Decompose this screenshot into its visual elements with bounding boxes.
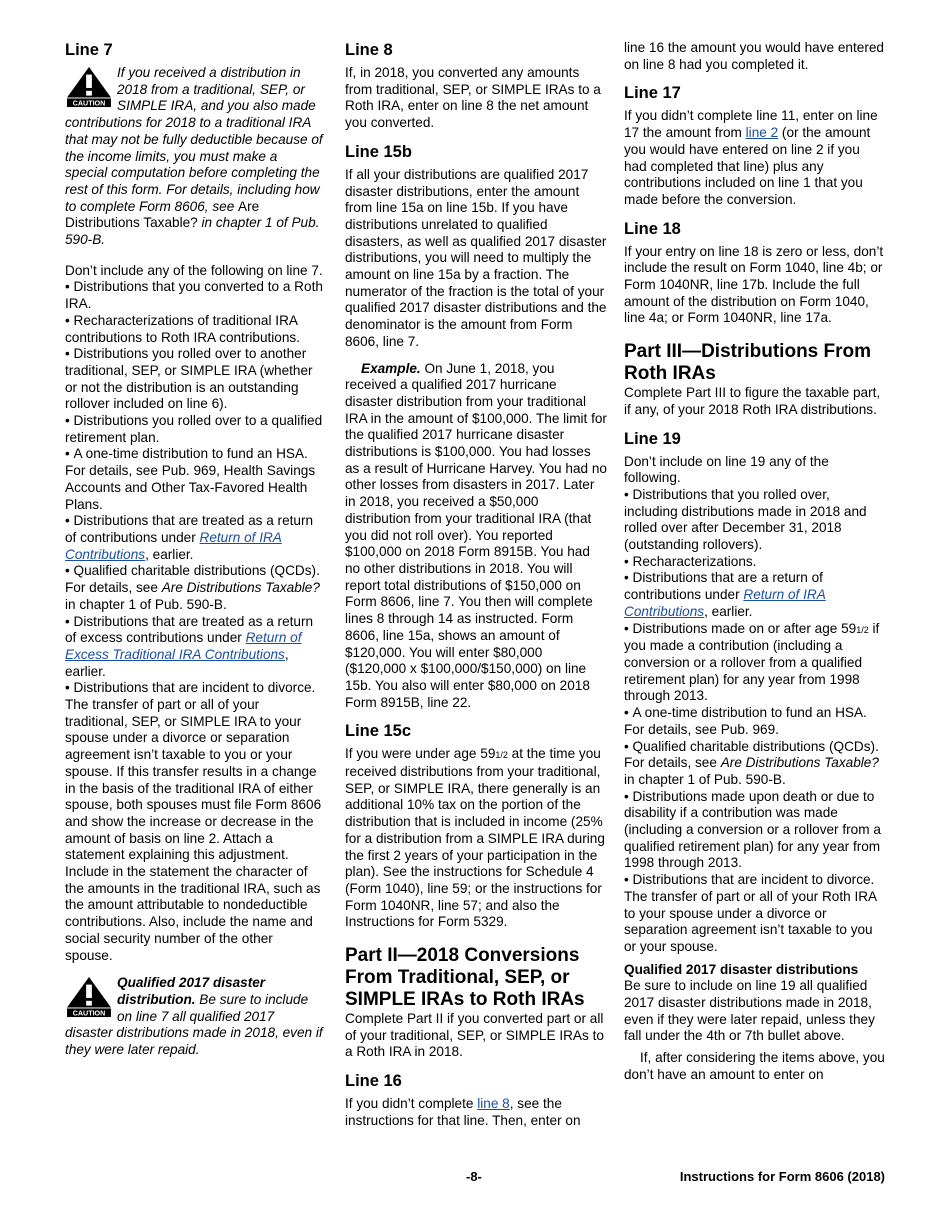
line8-text: If, in 2018, you converted any amounts from traditional, SEP, or SIMPLE IRAs to a Roth IRA, enter on line 8 the net amount you converted. — [345, 65, 601, 131]
line8-heading: Line 8 — [345, 41, 393, 59]
column-3 — [624, 40, 886, 1084]
caution1-text: If you received a distribution in 2018 from a traditional, SEP, or SIMPLE IRA, and you also made contributions for 2018 to a traditional IRA that may not be fully deductible because of the income limits, you must make a special computation before completing the rest of this form. For details, including how to complete Form 8606, see — [65, 65, 323, 214]
qualified-disaster-subheading: Qualified 2017 disaster distributions — [624, 961, 859, 977]
example-paragraph: Example. On June 1, 2018, you received a qualified 2017 hurricane disaster distribution from your traditional IRA in the amount of $100,000. The limit for the qualified 2017 hurricane disaster distributions is $100,000. You had losses as a result of Hurricane Harvey. You had no other losses from disasters in 2017. Later in 2018, you received a $50,000 distribution from your traditional IRA (that you did not roll over). You reported $100,000 on 2018 Form 8915B. You had no other distributions in 2018. You will report total distributions of $150,000 on Form 8606, line 7. You then will complete lines 8 through 14 as instructed. Form 8606, line 15a, shows an amount of $120,000. You will enter $80,000 ($120,000 x $100,000/$150,000) on line 15b. You also will enter $80,000 on 2018 Form 8915B, line 22. — [345, 360, 607, 710]
svg-text:CAUTION: CAUTION — [72, 99, 106, 108]
line19-heading: Line 19 — [624, 429, 681, 448]
line18-heading: Line 18 — [624, 219, 681, 238]
return-of-ira-contributions-link[interactable]: Return of IRA Contributions — [65, 529, 282, 562]
document-title-footer: Instructions for Form 8606 (2018) — [679, 1169, 885, 1184]
list-item: • Distributions that you rolled over, including distributions made in 2018 and rolled over after December 31, 2018 (outstanding rollovers). — [624, 487, 886, 554]
list-item: • Distributions you rolled over to another traditional, SEP, or SIMPLE IRA (whether or not the distribution is an outstanding rollover included on line 6). — [65, 346, 323, 413]
list-item: • Distributions that are treated as a return of contributions under Return of IRA Contributions, earlier. — [65, 513, 323, 563]
part2-heading: Part II—2018 Conversions From Traditional, SEP, or SIMPLE IRAs to Roth IRAs — [345, 945, 585, 1011]
line7-intro: Don’t include any of the following on line 7. — [65, 262, 323, 278]
caution-note-2 — [65, 975, 323, 1059]
caution-icon — [65, 66, 113, 108]
list-item: • Distributions made upon death or due to disability if a contribution was made (including a conversion or a rollover from a qualified retirement plan) for any year from 1998 through 2013. — [624, 789, 886, 873]
list-item: • Distributions that are incident to divorce. The transfer of part or all of your Roth IRA to your spouse under a divorce or separation agreement isn’t taxable to you or your spouse. — [624, 872, 886, 956]
return-of-excess-contributions-link[interactable]: Return of Excess Traditional IRA Contributions — [65, 630, 302, 662]
line15b-text: If all your distributions are qualified 2017 disaster distributions, enter the amount from line 15a on line 15b. If you have distributions unrelated to qualified disasters, as well as qualified 2017 disaster distributions, you will need to multiply the amount on line 15a by a fraction. The numerator of the fraction is the total of your qualified 2017 disaster distributions and the denominator is the amount from Form 8606, line 7. — [345, 166, 607, 349]
caution-note-1 — [65, 65, 323, 249]
caution2-bold: Qualified 2017 disaster distribution. — [117, 975, 266, 1007]
svg-text:CAUTION: CAUTION — [72, 1009, 106, 1018]
list-item: • Distributions that are treated as a return of excess contributions under Return of Excess Traditional IRA Contributions, earlier. — [65, 614, 323, 681]
list-item: • Qualified charitable distributions (QCDs). For details, see Are Distributions Taxable? in chapter 1 of Pub. 590-B. — [65, 563, 323, 613]
line2-link[interactable]: line 2 — [745, 125, 779, 141]
part3-heading: Part III—Distributions From Roth IRAs — [624, 341, 872, 385]
caution-icon — [65, 976, 113, 1018]
list-item: • Distributions you rolled over to a qualified retirement plan. — [65, 413, 323, 446]
list-item: • A one-time distribution to fund an HSA. For details, see Pub. 969. — [624, 705, 886, 738]
line7-heading: Line 7 — [65, 41, 113, 59]
caution2-text: Be sure to include on line 7 all qualified 2017 disaster distributions made in 2018, even if they were later repaid. — [65, 991, 323, 1058]
line16-heading: Line 16 — [345, 1072, 402, 1091]
list-item: • Recharacterizations. — [624, 554, 886, 571]
line16-continued: line 16 the amount you would have entered on line 8 had you completed it. — [624, 40, 884, 72]
line15b-heading: Line 15b — [345, 142, 412, 161]
list-item: • Distributions that are a return of contributions under Return of IRA Contributions, earlier. — [624, 570, 886, 620]
line8-link[interactable]: line 8 — [477, 1096, 510, 1112]
list-item: • Distributions that are incident to divorce. The transfer of part or all of your traditional, SEP, or SIMPLE IRA to your spouse under a divorce or separation agreement isn’t taxable to you or your spouse. If this transfer results in a change in the basis of the traditional IRA of either spouse, both spouses must file Form 8606 and show the increase or decrease in the amount of basis on line 2. Attach a statement explaining this adjustment. Include in the statement the character of the amounts in the traditional IRA, such as the amount attributable to nondeductible contributions. Also, include the name and social security number of the other spouse. — [65, 680, 323, 964]
part3-text: Complete Part III to figure the taxable part, if any, of your 2018 Roth IRA distributions. — [624, 385, 881, 417]
line16-text: If you didn’t complete line 8, see the instructions for that line. Then, enter on — [345, 1096, 581, 1128]
qualified-disaster-text: Be sure to include on line 19 all qualified 2017 disaster distributions made in 2018, even if they were later repaid, unless they fall under the 4th or 7th bullet above. — [624, 978, 875, 1044]
line17-text: If you didn’t complete line 11, enter on line 17 the amount from line 2 (or the amount you would have entered on line 2 if you had completed that line) plus any contributions included on line 1 that you made before the conversion. — [624, 108, 878, 207]
list-item: • Distributions that you converted to a Roth IRA. — [65, 279, 323, 312]
last-paragraph: If, after considering the items above, you don’t have an amount to enter on — [624, 1050, 885, 1082]
list-item: • Recharacterizations of traditional IRA contributions to Roth IRA contributions. — [65, 313, 323, 346]
caution1-ref: Are Distributions Taxable? — [65, 198, 260, 231]
part2-text: Complete Part II if you converted part or all of your traditional, SEP, or SIMPLE IRAs to a Roth IRA in 2018. — [345, 1011, 604, 1060]
column-2 — [345, 40, 607, 1130]
caution1-text-end: in chapter 1 of Pub. 590-B. — [65, 215, 320, 248]
line17-heading: Line 17 — [624, 84, 681, 103]
line19-intro: Don’t include on line 19 any of the following. — [624, 453, 829, 486]
line15c-text: If you were under age 591/2 at the time you received distributions from your traditional, SEP, or SIMPLE IRA, there generally is an additional 10% tax on the portion of the distribution that is included in income (25% for a distribution from a SIMPLE IRA during the first 2 years of your participation in the plan). See the instructions for Schedule 4 (Form 1040), line 59; or the instructions for Form 1040NR, line 57; and also the Instructions for Form 5329. — [345, 746, 605, 930]
return-of-ira-contributions-link[interactable]: Return of IRA Contributions — [624, 587, 826, 619]
list-item: • A one-time distribution to fund an HSA. For details, see Pub. 969, Health Savings Accounts and Other Tax-Favored Health Plans. — [65, 446, 323, 513]
list-item: • Distributions made on or after age 591/2 if you made a contribution (including a conversion or a rollover from a qualified retirement plan) for any year from 1998 through 2013. — [624, 621, 886, 706]
column-1 — [65, 40, 323, 1059]
line15c-heading: Line 15c — [345, 722, 412, 741]
page-number: -8- — [466, 1169, 482, 1184]
line18-text: If your entry on line 18 is zero or less, don’t include the result on Form 1040, line 4b; or Form 1040NR, line 17b. Include the full amount of the distribution on Form 1040, line 4a; or Form 1040NR, line 17a. — [624, 243, 884, 326]
list-item: • Qualified charitable distributions (QCDs). For details, see Are Distributions Taxable? in chapter 1 of Pub. 590-B. — [624, 739, 886, 789]
